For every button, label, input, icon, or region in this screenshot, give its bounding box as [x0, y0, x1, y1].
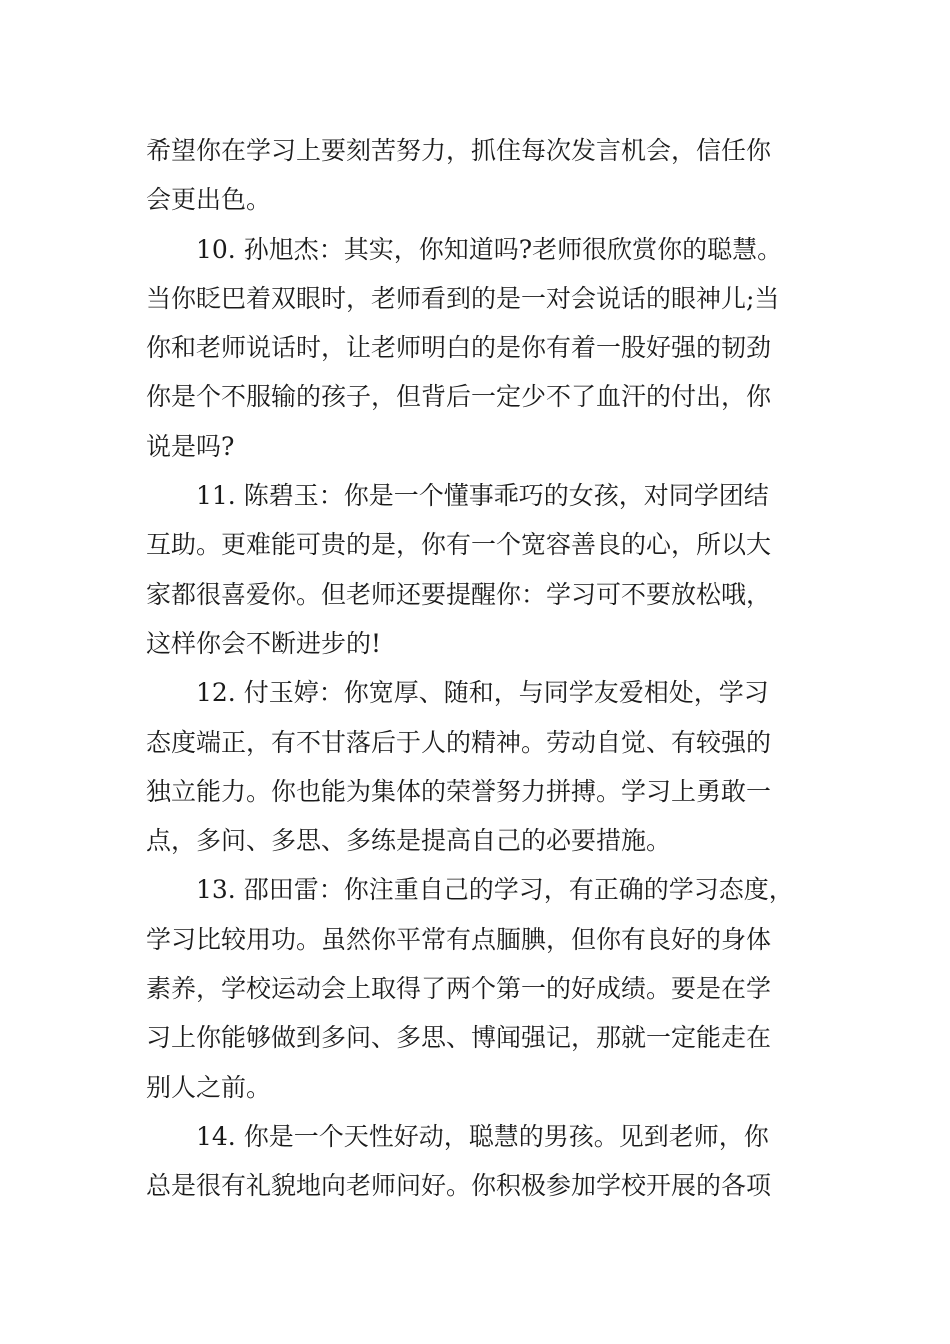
- text-line: 总是很有礼貌地向老师问好。你积极参加学校开展的各项: [146, 1171, 772, 1201]
- paragraph-start-line: 14. 你是一个天性好动，聪慧的男孩。见到老师，你: [196, 1121, 769, 1151]
- text-line: 会更出色。: [146, 185, 272, 215]
- text-line: 独立能力。你也能为集体的荣誉努力拼搏。学习上勇敢一: [146, 776, 772, 806]
- text-line: 当你眨巴着双眼时，老师看到的是一对会说话的眼神儿;当: [146, 283, 780, 313]
- text-line: 互助。更难能可贵的是，你有一个宽容善良的心，所以大: [146, 530, 772, 560]
- text-line: 学习比较用功。虽然你平常有点腼腆，但你有良好的身体: [146, 924, 772, 954]
- text-line: 你和老师说话时，让老师明白的是你有着一股好强的韧劲: [146, 333, 772, 363]
- text-line: 你是个不服输的孩子，但背后一定少不了血汗的付出，你: [146, 382, 772, 412]
- paragraph-start-line: 11. 陈碧玉：你是一个懂事乖巧的女孩，对同学团结: [196, 481, 769, 511]
- text-line: 态度端正，有不甘落后于人的精神。劳动自觉、有较强的: [146, 727, 772, 757]
- paragraph-start-line: 10. 孙旭杰：其实，你知道吗?老师很欣赏你的聪慧。: [196, 234, 783, 264]
- text-line: 素养，学校运动会上取得了两个第一的好成绩。要是在学: [146, 974, 772, 1004]
- text-line: 点，多问、多思、多练是提高自己的必要措施。: [146, 826, 672, 856]
- document-body: [146, 126, 836, 1211]
- text-line: 习上你能够做到多问、多思、博闻强记，那就一定能走在: [146, 1023, 772, 1053]
- text-line: 别人之前。: [146, 1072, 272, 1102]
- text-line: 说是吗?: [146, 431, 235, 461]
- paragraph-start-line: 13. 邵田雷：你注重自己的学习，有正确的学习态度，: [196, 875, 794, 905]
- text-line: 希望你在学习上要刻苦努力，抓住每次发言机会，信任你: [146, 136, 772, 165]
- text-line: 家都很喜爱你。但老师还要提醒你：学习可不要放松哦，: [146, 579, 772, 609]
- paragraph-start-line: 12. 付玉婷：你宽厚、随和，与同学友爱相处，学习: [196, 678, 769, 708]
- text-line: 这样你会不断进步的!: [146, 628, 382, 658]
